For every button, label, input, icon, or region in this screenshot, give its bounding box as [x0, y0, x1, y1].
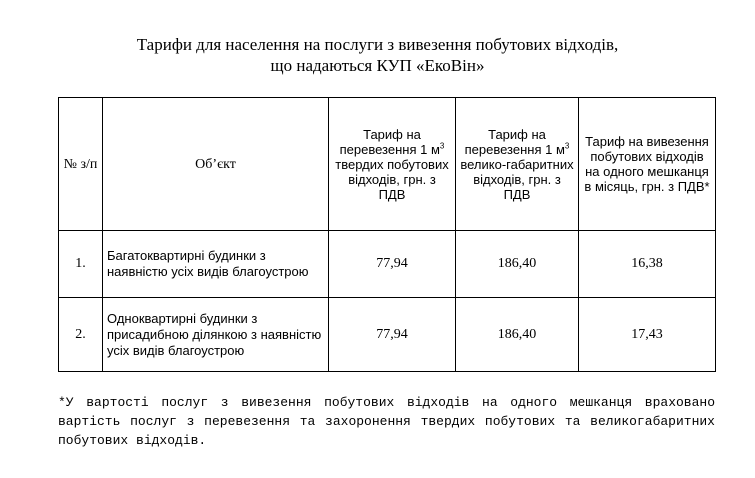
- table-header-row: [59, 98, 716, 231]
- title-line-2: що надаються КУП «ЕкоВін»: [270, 56, 485, 75]
- header-tariff-resident: Тариф на вивезення побутових відходів на одного мешканця в місяць, грн. з ПДВ*: [579, 98, 716, 231]
- header-tariff-bulky: [456, 98, 579, 231]
- row-number: 2.: [59, 298, 103, 372]
- row-object: Багатоквартирні будинки з наявністю усіх видів благоустрою: [103, 231, 329, 298]
- header-tariff-bulky-sup: 3: [564, 141, 570, 151]
- page-title: [0, 34, 755, 76]
- row-tariff-bulky: 186,40: [456, 231, 579, 298]
- header-tariff-solid: [329, 98, 456, 231]
- row-number: 1.: [59, 231, 103, 298]
- header-number: № з/п: [59, 98, 103, 231]
- header-tariff-solid-text-2: твердих побутових відходів, грн. з ПДВ: [335, 156, 449, 202]
- title-line-1: Тарифи для населення на послуги з вивезення побутових відходів,: [136, 35, 619, 54]
- table-row: [59, 231, 716, 298]
- row-object: Одноквартирні будинки з присадибною ділянкою з наявністю усіх видів благоустрою: [103, 298, 329, 372]
- header-tariff-bulky-text-2: велико-габаритних відходів, грн. з ПДВ: [460, 156, 574, 202]
- tariffs-table: [58, 97, 716, 372]
- header-tariff-bulky-text: Тариф на перевезення 1 м: [464, 126, 565, 157]
- header-tariff-solid-sup: 3: [439, 141, 445, 151]
- row-tariff-bulky: 186,40: [456, 298, 579, 372]
- footnote: *У вартості послуг з вивезення побутових відходів на одного мешканця враховано вартість послуг з перевезення та захоронення твердих побутових та великогабаритних побутових відходів.: [58, 395, 715, 448]
- row-tariff-solid: 77,94: [329, 298, 456, 372]
- header-object: Об’єкт: [103, 98, 329, 231]
- table-row: [59, 298, 716, 372]
- header-tariff-solid-text: Тариф на перевезення 1 м: [339, 126, 440, 157]
- row-tariff-resident: 17,43: [579, 298, 716, 372]
- row-tariff-resident: 16,38: [579, 231, 716, 298]
- row-tariff-solid: 77,94: [329, 231, 456, 298]
